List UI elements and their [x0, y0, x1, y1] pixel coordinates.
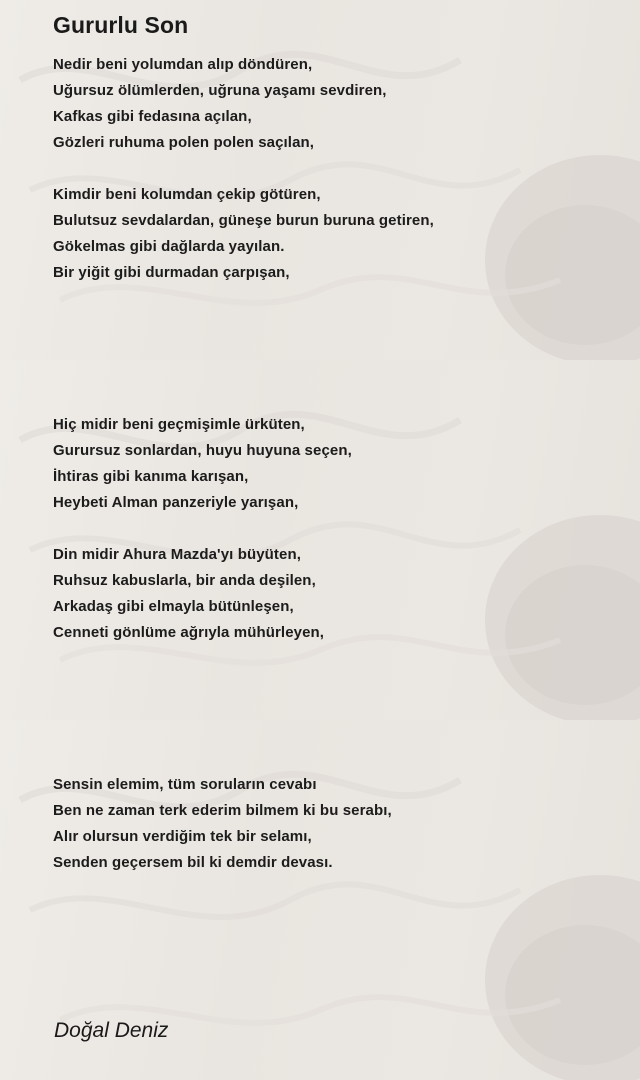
poem-line: Bir yiğit gibi durmadan çarpışan, — [53, 264, 290, 281]
poem-line: Nedir beni yolumdan alıp döndüren, — [53, 56, 313, 73]
poem-line: Kafkas gibi fedasına açılan, — [53, 108, 252, 125]
parchment-texture — [0, 360, 640, 720]
poem-line: Ben ne zaman terk ederim bilmem ki bu serabı, — [53, 802, 392, 819]
poem-line: Bulutsuz sevdalardan, güneşe burun buruna getiren, — [53, 212, 434, 229]
poem-line: Gözleri ruhuma polen polen saçılan, — [53, 134, 315, 151]
poem-line: Gökelmas gibi dağlarda yayılan. — [53, 238, 285, 255]
poem-line: Arkadaş gibi elmayla bütünleşen, — [53, 598, 294, 615]
poem-line: Senden geçersem bil ki demdir devası. — [53, 854, 333, 871]
poem-line: Cenneti gönlüme ağrıyla mühürleyen, — [53, 624, 325, 641]
parchment-texture — [0, 0, 640, 360]
poem-line: İhtiras gibi kanıma karışan, — [53, 468, 249, 485]
background-tile — [0, 360, 640, 720]
poem-line: Uğursuz ölümlerden, uğruna yaşamı sevdiren, — [53, 82, 387, 99]
poem-line: Heybeti Alman panzeriyle yarışan, — [53, 494, 299, 511]
poem-line: Sensin elemim, tüm soruların cevabı — [53, 776, 317, 793]
poem-line: Kimdir beni kolumdan çekip götüren, — [53, 186, 321, 203]
poem-line: Alır olursun verdiğim tek bir selamı, — [53, 828, 312, 845]
poem-line: Ruhsuz kabuslarla, bir anda deşilen, — [53, 572, 316, 589]
poem-line: Din midir Ahura Mazda'yı büyüten, — [53, 546, 302, 563]
poem-line: Gurursuz sonlardan, huyu huyuna seçen, — [53, 442, 352, 459]
poem-line: Hiç midir beni geçmişimle ürküten, — [53, 416, 305, 433]
background-tile — [0, 0, 640, 360]
poem-title: Gururlu Son — [53, 12, 189, 38]
poem-author: Doğal Deniz — [54, 1019, 169, 1042]
